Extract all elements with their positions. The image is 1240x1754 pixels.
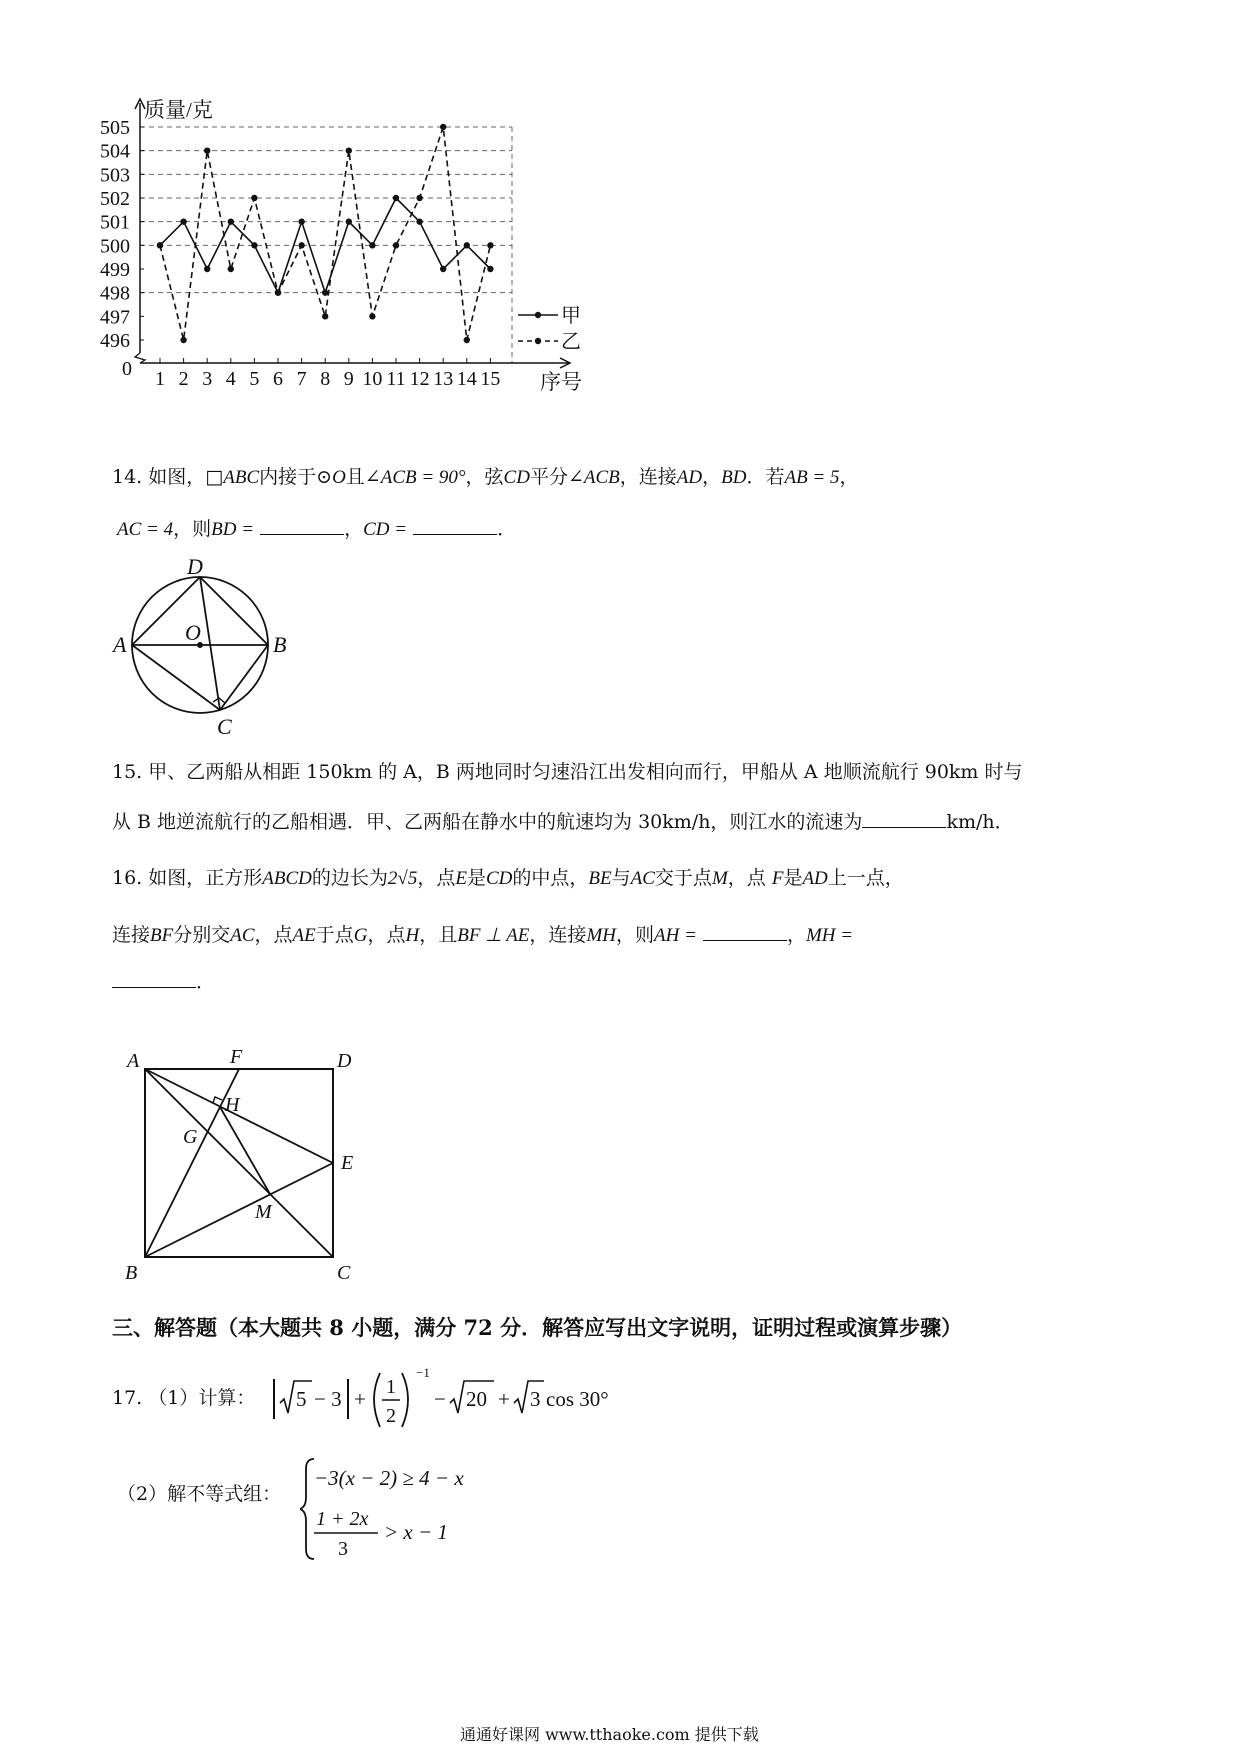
inequality-1: −3(x − 2) ≥ 4 − x — [314, 1466, 464, 1490]
q16-line2 — [112, 921, 853, 950]
label-d: D — [337, 1050, 352, 1072]
q16-ah-eq: AH = — [654, 925, 697, 946]
q14-bd-eq: BD = — [211, 519, 255, 540]
answer-blank-mh[interactable] — [112, 969, 196, 988]
label-h: H — [225, 1094, 240, 1116]
label-e: E — [341, 1152, 354, 1174]
x-tick-label: 15 — [480, 368, 501, 390]
circle-figure — [105, 550, 305, 740]
label-b: B — [125, 1262, 138, 1284]
label-a: A — [127, 1050, 140, 1072]
q14-text: 如图， — [148, 466, 206, 488]
q14-text: ，连接 — [619, 466, 677, 488]
q16-text: 连接 — [112, 924, 151, 946]
q14-text: ，则 — [173, 518, 212, 540]
data-point — [157, 242, 163, 248]
data-point — [180, 337, 186, 343]
paren-left — [374, 1373, 380, 1427]
data-point — [369, 313, 375, 319]
sqrt5-value: 5 — [296, 1387, 307, 1411]
q14-bd: BD — [721, 467, 747, 488]
right-angle-mark-h — [213, 1097, 222, 1103]
q16-text: 的中点， — [512, 867, 589, 889]
answer-blank-ah[interactable] — [703, 922, 787, 941]
data-point — [393, 195, 399, 201]
segment-ae — [145, 1069, 333, 1163]
data-point — [346, 218, 352, 224]
x-tick-label: 3 — [202, 368, 213, 390]
data-point — [180, 218, 186, 224]
q14-text: 且∠ — [345, 466, 381, 488]
y-tick-label: 496 — [100, 330, 130, 352]
data-point — [228, 266, 234, 272]
paren-right — [402, 1373, 408, 1427]
y-tick-label: 505 — [100, 117, 130, 139]
data-point — [440, 124, 446, 130]
x-tick-label: 4 — [225, 368, 236, 390]
y-tick-label: 502 — [100, 188, 130, 210]
q17-num: 17. — [112, 1387, 143, 1409]
q16-m: M — [711, 868, 728, 889]
q16-text: 如图，正方形 — [148, 867, 263, 889]
q16-abcd: ABCD — [262, 868, 312, 889]
section-heading: 三、解答题（本大题共 8 小题，满分 72 分．解答应写出文字说明，证明过程或演算步骤） — [112, 1315, 963, 1340]
square-figure — [115, 1035, 375, 1285]
q16-text: 是 — [466, 867, 486, 889]
q16-f: F — [771, 868, 784, 889]
label-c: C — [337, 1262, 351, 1284]
q14-ad: AD — [676, 467, 703, 488]
q16-text: ，连接 — [529, 924, 587, 946]
q16-cd: CD — [485, 868, 513, 889]
q14-ac: AC = 4 — [117, 519, 174, 540]
data-point — [487, 242, 493, 248]
x-tick-label: 1 — [155, 368, 165, 390]
q16-text: ，且 — [419, 924, 458, 946]
x-axis-title: 序号 — [540, 370, 582, 394]
y-tick-label: 498 — [100, 282, 130, 305]
q15-line2 — [112, 808, 1014, 836]
data-point — [251, 242, 257, 248]
q16-ae: AE — [292, 925, 316, 946]
q16-comma: ， — [786, 924, 806, 946]
label-o: O — [185, 620, 201, 645]
y-tick-label: 501 — [100, 211, 130, 234]
q14-line1 — [112, 463, 859, 492]
minus-three: − 3 — [314, 1387, 342, 1411]
answer-blank-cd[interactable] — [413, 516, 497, 535]
half-denominator: 2 — [386, 1405, 396, 1427]
legend-marker — [535, 312, 541, 318]
sqrt3-value: 3 — [530, 1387, 541, 1411]
q16-h: H — [405, 925, 420, 946]
x-tick-label: 14 — [456, 368, 477, 390]
q14-comma: ， — [839, 466, 859, 488]
x-tick-label: 6 — [273, 368, 283, 390]
exponent: −1 — [416, 1365, 430, 1380]
q16-text: 的边长为 — [311, 867, 388, 889]
data-point — [298, 218, 304, 224]
q16-text: 上一点， — [827, 867, 904, 889]
q14-abc: ABC — [223, 467, 260, 488]
segment-be — [145, 1163, 333, 1257]
data-point — [464, 242, 470, 248]
axis-break — [135, 353, 145, 363]
x-tick-label: 9 — [343, 368, 354, 390]
data-point — [346, 147, 352, 153]
q14-text: 平分∠ — [529, 466, 584, 488]
q16-be: BE — [588, 868, 612, 889]
page-footer: 通通好课网 www.tthaoke.com 提供下载 — [460, 1725, 759, 1744]
x-tick-label: 8 — [320, 368, 331, 390]
cos-term: cos 30° — [546, 1387, 609, 1411]
q15-text: 从 B 地逆流航行的乙船相遇．甲、乙两船在静水中的航速均为 30km/h，则江水的流速为 — [112, 811, 863, 833]
q16-e: E — [455, 868, 467, 889]
plus-sign: + — [354, 1387, 366, 1411]
label-d: D — [187, 554, 203, 579]
q14-end: ． — [497, 518, 517, 540]
q16-ac: AC — [230, 925, 255, 946]
q14-comma: ， — [344, 518, 364, 540]
q17-expression — [268, 1365, 628, 1435]
data-point — [416, 218, 422, 224]
data-point — [487, 266, 493, 272]
minus-sign: − — [434, 1387, 446, 1411]
q14-text: ，弦 — [465, 466, 504, 488]
q16-text: 分别交 — [173, 924, 231, 946]
line-chart — [100, 95, 660, 445]
q16-text: 交于点 — [654, 867, 712, 889]
q14-o: O — [332, 467, 346, 488]
q14-comma: ， — [702, 466, 722, 488]
q16-g: G — [353, 925, 368, 946]
data-point — [251, 195, 257, 201]
origin-label: 0 — [122, 358, 132, 380]
x-tick-label: 5 — [249, 368, 260, 390]
label-f: F — [230, 1046, 243, 1068]
q16-line1 — [112, 864, 904, 893]
data-point — [322, 313, 328, 319]
fraction-numerator: 1 + 2x — [316, 1508, 369, 1530]
q16-end: ． — [196, 971, 216, 993]
chart-series — [157, 124, 494, 343]
data-point — [369, 242, 375, 248]
data-point — [393, 242, 399, 248]
q16-text: ，点 — [254, 924, 293, 946]
x-tick-label: 13 — [433, 368, 454, 390]
q16-mh: MH — [586, 925, 616, 946]
x-tick-label: 7 — [296, 368, 307, 390]
half-numerator: 1 — [386, 1376, 396, 1398]
y-axis-title: 质量/克 — [144, 98, 213, 122]
q15-line1: 15. 甲、乙两船从相距 150km 的 A，B 两地同时匀速沿江出发相向而行，甲船从 A 地顺流航行 90km 时与 — [112, 761, 1023, 783]
q15-unit: km/h． — [946, 811, 1014, 833]
q14-ab: AB = 5 — [784, 467, 840, 488]
q16-ad: AD — [802, 868, 828, 889]
label-b: B — [273, 632, 287, 657]
q16-text: ，则 — [616, 924, 655, 946]
series-line — [160, 127, 490, 340]
circle-symbol: ⊙ — [316, 466, 333, 488]
x-tick-label: 11 — [386, 368, 406, 390]
q16-text: 是 — [783, 867, 803, 889]
q14-text: ．若 — [746, 466, 785, 488]
label-a: A — [113, 632, 127, 657]
label-g: G — [183, 1126, 198, 1148]
q14-line2 — [117, 515, 516, 544]
label-c: C — [217, 714, 232, 739]
q16-text: 于点 — [315, 924, 354, 946]
q16-bf: BF — [150, 925, 174, 946]
data-point — [464, 337, 470, 343]
q17-p2-label: （2）解不等式组： — [117, 1483, 282, 1505]
sqrt20-value: 20 — [466, 1387, 487, 1411]
data-point — [322, 289, 328, 295]
fraction-denominator: 3 — [338, 1538, 348, 1560]
q16-text: ，点 — [727, 867, 766, 889]
data-point — [298, 242, 304, 248]
q14-acb: ACB — [583, 467, 620, 488]
y-tick-label: 503 — [100, 164, 130, 187]
y-tick-label: 499 — [100, 259, 130, 281]
legend-label: 乙 — [561, 331, 581, 353]
legend-label: 甲 — [561, 305, 581, 327]
q16-line3 — [112, 968, 215, 996]
q16-perp: BF ⊥ AE — [457, 925, 530, 946]
data-point — [204, 147, 210, 153]
q16-text: 与 — [611, 867, 631, 889]
q16-ac: AC — [630, 868, 655, 889]
q16-mh-eq: MH = — [805, 925, 854, 946]
answer-blank-bd[interactable] — [260, 516, 344, 535]
q14-text: 内接于 — [259, 466, 317, 488]
x-tick-label: 2 — [178, 368, 189, 390]
data-point — [416, 195, 422, 201]
data-point — [275, 289, 281, 295]
legend-marker — [535, 338, 541, 344]
q14-angle-eq: ACB = 90° — [380, 467, 466, 488]
q14-cd-eq: CD = — [363, 519, 408, 540]
brace-left — [300, 1459, 314, 1559]
y-tick-label: 504 — [100, 140, 130, 163]
q17-inequality-system — [300, 1455, 540, 1565]
answer-blank-speed[interactable] — [862, 809, 946, 828]
x-tick-label: 10 — [362, 368, 383, 390]
inequality-2-rhs: > x − 1 — [384, 1520, 448, 1544]
plus-sign: + — [498, 1387, 510, 1411]
y-tick-label: 497 — [100, 306, 130, 329]
triangle-symbol: □ — [205, 466, 224, 488]
q17-p1-label: （1）计算： — [148, 1387, 256, 1409]
data-point — [440, 266, 446, 272]
q16-text: ，点 — [417, 867, 456, 889]
label-m: M — [255, 1201, 272, 1223]
chord-cd — [200, 577, 220, 710]
q16-num: 16. — [112, 867, 143, 889]
q14-cd: CD — [503, 467, 530, 488]
q17-part1 — [112, 1384, 255, 1412]
q14-num: 14. — [112, 466, 143, 488]
data-point — [228, 218, 234, 224]
chart-legend — [518, 305, 581, 353]
q16-text: ，点 — [367, 924, 406, 946]
data-point — [204, 266, 210, 272]
y-tick-label: 500 — [100, 235, 130, 258]
q16-side: 2√5 — [387, 868, 418, 889]
x-tick-label: 12 — [409, 368, 430, 390]
